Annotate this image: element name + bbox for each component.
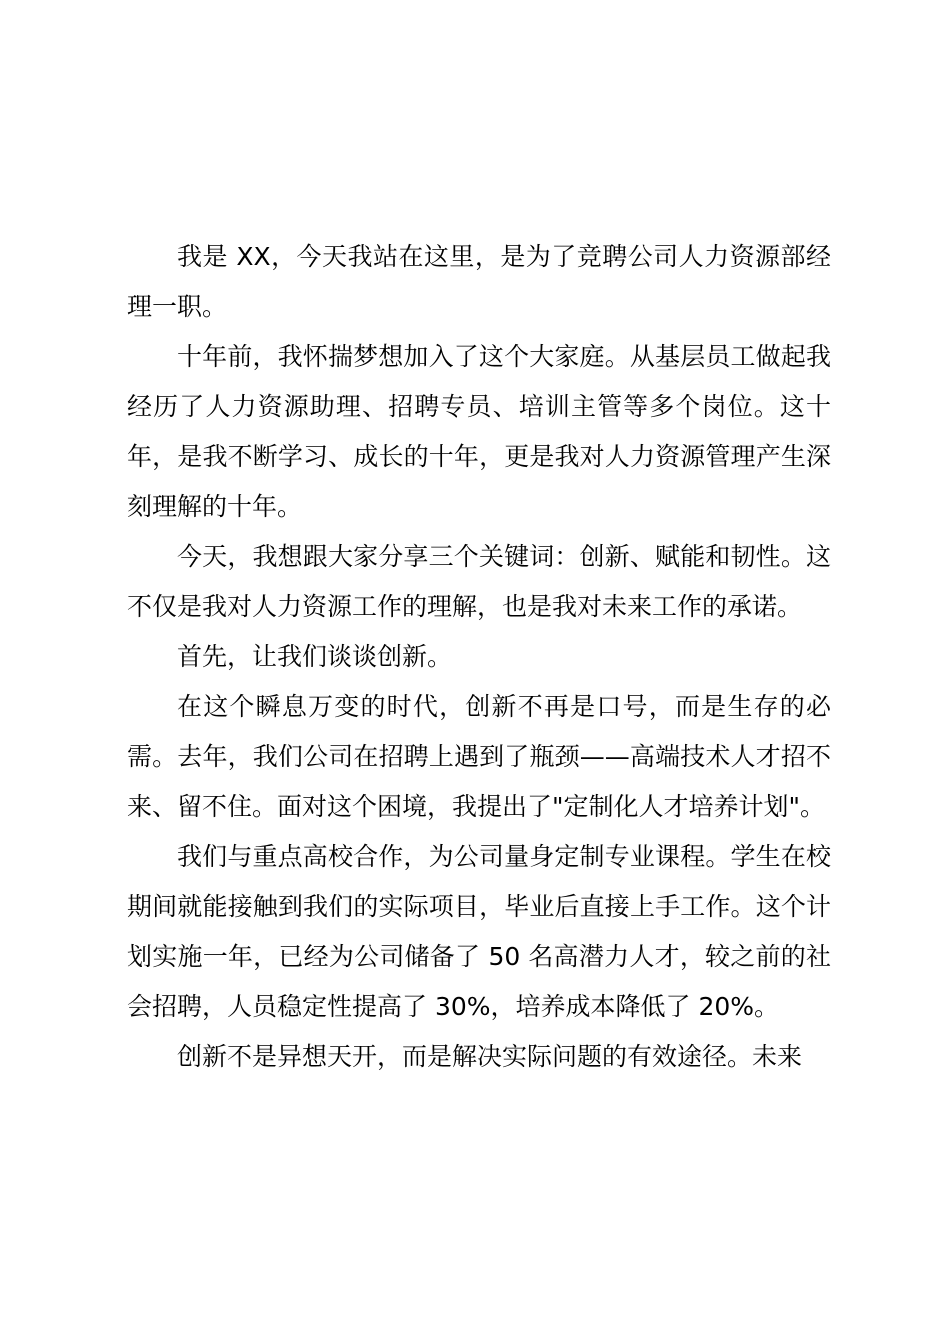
paragraph-2: 十年前，我怀揣梦想加入了这个大家庭。从基层员工做起我经历了人力资源助理、招聘专员、培训主管等多个岗位。这十年，是我不断学习、成长的十年，更是我对人力资源管理产生深刻理解的十年。 <box>127 342 831 521</box>
paragraph-5: 在这个瞬息万变的时代，创新不再是口号，而是生存的必需。去年，我们公司在招聘上遇到了瓶颈——高端技术人才招不来、留不住。面对这个困境，我提出了"定制化人才培养计划"。 <box>127 692 831 821</box>
paragraph-3: 今天，我想跟大家分享三个关键词：创新、赋能和韧性。这不仅是我对人力资源工作的理解，也是我对未来工作的承诺。 <box>127 542 831 621</box>
paragraph-4: 首先，让我们谈谈创新。 <box>177 642 453 671</box>
paragraph-7: 创新不是异想天开，而是解决实际问题的有效途径。未来 <box>177 1042 803 1071</box>
paragraph-1: 我是 XX，今天我站在这里，是为了竞聘公司人力资源部经理一职。 <box>127 242 831 321</box>
paragraph-6: 我们与重点高校合作，为公司量身定制专业课程。学生在校期间就能接触到我们的实际项目，毕业后直接上手工作。这个计划实施一年，已经为公司储备了 50 名高潜力人才，较之前的社会招聘，人员稳定性提高了 30%，培养成本降低了 20%。 <box>127 842 831 1021</box>
document-body <box>127 232 831 1082</box>
